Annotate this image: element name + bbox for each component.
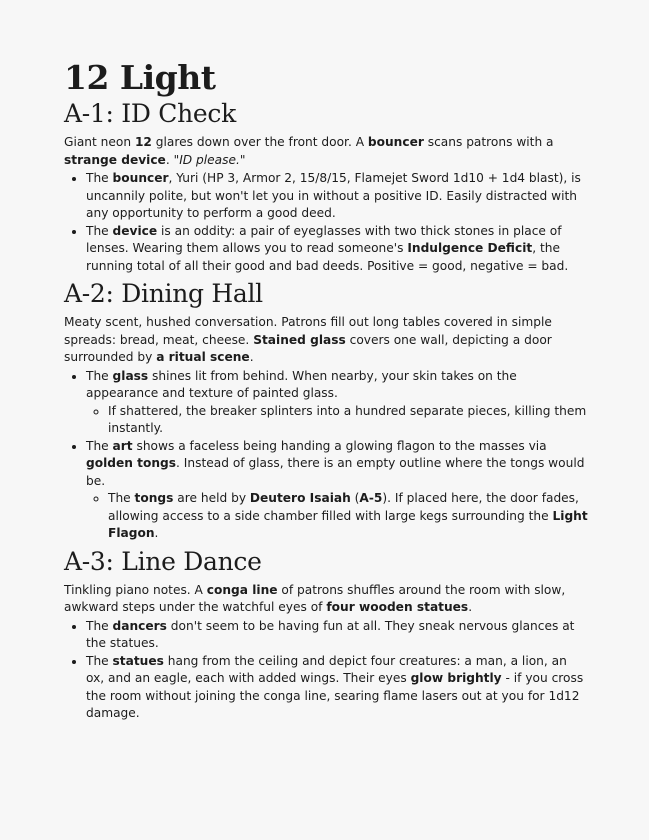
italic-quote: ID please.	[179, 152, 240, 167]
bold-term: glow brightly	[410, 671, 502, 685]
text-run: are held by	[173, 491, 250, 505]
section-intro	[64, 314, 588, 367]
section-a1	[64, 98, 588, 275]
text-run: hang from the ceiling and depict four creatures: a man, a lion, an ox, and an eagle, each with added wings. Their eyes	[86, 653, 567, 685]
text-run: The	[86, 653, 113, 668]
list-item	[86, 368, 588, 438]
bold-term: dancers	[112, 618, 167, 633]
text-run: The	[86, 223, 113, 238]
text-run: The	[108, 491, 135, 505]
bold-term: device	[112, 223, 158, 238]
section-heading: A-1: ID Check	[64, 99, 236, 128]
text-run: .	[154, 526, 159, 540]
bullet-list	[64, 618, 588, 723]
text-run: .	[249, 350, 254, 364]
text-run: The	[86, 368, 113, 383]
bold-term: conga line	[206, 582, 278, 597]
text-run: Giant neon	[64, 135, 135, 149]
text-run: "	[239, 152, 246, 167]
section-heading: A-3: Line Dance	[64, 546, 262, 576]
bullet-list	[64, 170, 588, 275]
text-run: ). If placed here, the door fades, allowing access to a side chamber filled with large kegs surrounding the	[108, 491, 579, 523]
bullet-list	[64, 368, 588, 543]
bold-term: statues	[112, 653, 164, 668]
text-run: , the running total of all their good and bad deeds. Positive = good, negative = bad.	[86, 241, 569, 273]
text-run: (	[350, 491, 360, 505]
text-run: The	[86, 618, 113, 633]
sub-bullet-list	[86, 490, 588, 543]
text-run: . "	[165, 152, 180, 167]
text-run: - if you cross the room without joining the conga line, searing flame lasers out at you for 1d12 damage.	[86, 671, 584, 720]
text-run: Meaty scent, hushed conversation. Patrons fill out long tables covered in simple spreads: bread, meat, cheese.	[64, 315, 552, 347]
bold-term: golden tongs	[86, 456, 177, 470]
bold-term: bouncer	[112, 171, 169, 185]
bold-term: 12	[134, 135, 152, 149]
bold-term: a ritual scene	[156, 350, 250, 364]
list-item	[86, 223, 588, 276]
text-run: glares down over the front door. A	[151, 135, 368, 149]
bold-term: Indulgence Deficit	[407, 241, 533, 255]
text-run: don't seem to be having fun at all. They sneak nervous glances at the statues.	[86, 618, 575, 650]
text-run: covers one wall, depicting a door surrounded by	[64, 332, 552, 364]
bold-term: art	[112, 438, 133, 453]
text-run: , Yuri (HP 3, Armor 2, 15/8/15, Flamejet Sword 1d10 + 1d4 blast), is uncannily polite, but won't let you in without a positive ID. Easily distracted with any opportunity to perform a good deed.	[86, 171, 581, 220]
text-run: The	[86, 171, 113, 185]
section-a3	[64, 546, 588, 723]
text-run: Tinkling piano notes. A	[64, 582, 207, 597]
sub-bullet-list	[86, 403, 588, 438]
list-item	[86, 438, 588, 543]
section-a2	[64, 278, 588, 543]
sub-list-item	[108, 490, 588, 543]
text-run: . Instead of glass, there is an empty outline where the tongs would be.	[86, 456, 585, 488]
bold-term: Stained glass	[253, 332, 346, 347]
text-run: is an oddity: a pair of eyeglasses with two thick stones in place of lenses. Wearing them allows you to read someone's	[86, 223, 562, 255]
text-run: shines lit from behind. When nearby, your skin takes on the appearance and texture of painted glass.	[86, 368, 517, 400]
list-item	[86, 170, 588, 223]
bold-term: Light Flagon	[108, 508, 588, 540]
section-intro	[64, 134, 588, 169]
list-item	[86, 618, 588, 653]
bold-term: strange device	[64, 152, 166, 167]
bold-term: A-5	[359, 491, 383, 505]
sub-list-item	[108, 403, 588, 438]
bold-term: four wooden statues	[326, 600, 469, 614]
section-intro	[64, 582, 588, 617]
bold-term: tongs	[134, 491, 174, 505]
list-item	[86, 653, 588, 723]
bold-term: Deutero Isaiah	[249, 491, 351, 505]
text-run: scans patrons with a	[423, 135, 554, 149]
page-title: 12 Light	[64, 58, 216, 97]
bold-term: glass	[112, 368, 149, 383]
text-run: of patrons shuffles around the room with slow, awkward steps under the watchful eyes of	[64, 582, 566, 614]
text-run: If shattered, the breaker splinters into a hundred separate pieces, killing them instantly.	[108, 403, 587, 435]
text-run: shows a faceless being handing a glowing flagon to the masses via	[132, 438, 547, 453]
text-run: The	[86, 438, 113, 453]
section-heading: A-2: Dining Hall	[64, 279, 263, 308]
bold-term: bouncer	[367, 135, 424, 149]
text-run: .	[468, 600, 473, 614]
document-page	[64, 58, 588, 726]
